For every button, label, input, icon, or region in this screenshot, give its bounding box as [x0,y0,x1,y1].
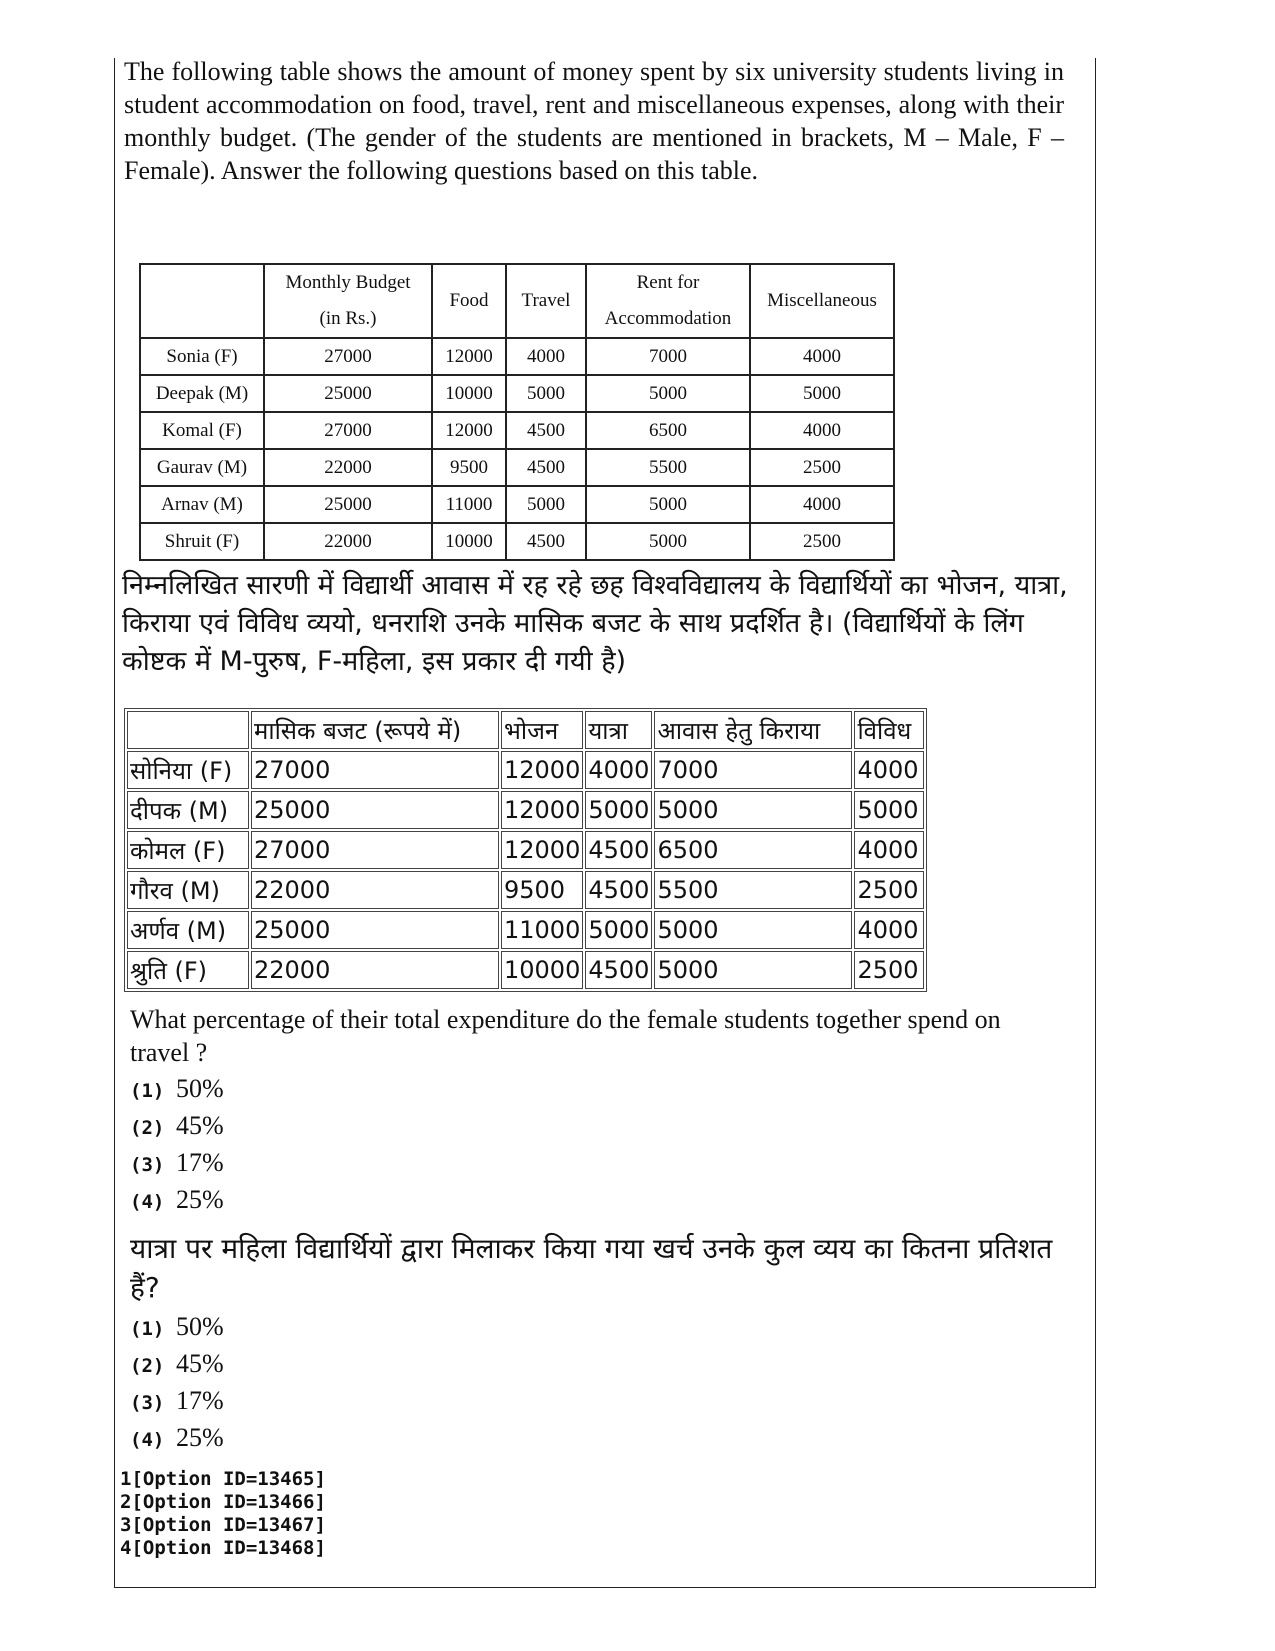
option-id-list [120,1468,326,1560]
header-cell: भोजन [501,711,583,749]
table-row [140,338,894,375]
table-cell: 11000 [432,486,506,523]
table-cell: 27000 [264,412,432,449]
table-cell: 9500 [432,449,506,486]
table-cell: 5000 [585,791,652,829]
table-cell: Gaurav (M) [140,449,264,486]
header-cell: Rent for Accommodation [586,264,750,338]
table-cell: 4500 [585,951,652,989]
table-cell: 12000 [432,338,506,375]
table-cell: Sonia (F) [140,338,264,375]
table-cell: 6500 [586,412,750,449]
table-cell: 4500 [585,831,652,869]
table-cell: 10000 [432,375,506,412]
table-cell: 25000 [264,486,432,523]
table-cell: अर्णव (M) [127,911,249,949]
table-cell: 4000 [854,911,924,949]
table-cell: 27000 [264,338,432,375]
table-cell: 9500 [501,871,583,909]
intro-hindi: निम्नलिखित सारणी में विद्यार्थी आवास में रह रहे छह विश्वविद्यालय के विद्यार्थियों का भोजन, यात्रा, किराया एवं विविध व्ययो, धनराशि उनके मासिक बजट के साथ प्रदर्शित है। (विद्यार्थियों के लिंग कोष्टक में M-पुरुष, F-महिला, इस प्रकार दी गयी है) [122,570,1068,677]
table-cell: 11000 [501,911,583,949]
table-row [140,449,894,486]
table-cell: 5000 [586,523,750,560]
table-cell: 5000 [654,951,852,989]
table-cell: 25000 [251,791,499,829]
table-cell: 10000 [432,523,506,560]
table-cell: 22000 [251,951,499,989]
expense-table-hindi [124,708,927,992]
options-english [130,1070,224,1218]
table-cell: 4000 [750,412,894,449]
table-cell: 7000 [654,751,852,789]
table-cell: 5000 [506,375,586,412]
table-cell: 4000 [585,751,652,789]
table-row [127,871,924,909]
table-cell: 2500 [750,523,894,560]
header-cell: Monthly Budget (in Rs.) [264,264,432,338]
option-item[interactable]: (1) 50% [130,1074,224,1103]
table-cell: 4000 [506,338,586,375]
intro-english: The following table shows the amount of money spent by six university students living in student accommodation on food, travel, rent and miscellaneous expenses, along with their monthly budget. (The gender of the students are mentioned in brackets, M – Male, F – Female). Answer the following questions based on this table. [124,57,1064,185]
option-item[interactable]: (4) 25% [130,1185,224,1214]
table-cell: 4500 [506,449,586,486]
option-id: 2[Option ID=13466] [120,1491,326,1513]
table-row [140,375,894,412]
table-cell: 25000 [264,375,432,412]
options-hindi [130,1308,224,1456]
table-cell: 25000 [251,911,499,949]
table-cell: Deepak (M) [140,375,264,412]
table-cell: 5000 [586,486,750,523]
table-cell: 22000 [264,523,432,560]
option-item[interactable]: (2) 45% [130,1349,224,1378]
table-row [127,831,924,869]
table-cell: 12000 [432,412,506,449]
table-cell: 27000 [251,831,499,869]
question-english: What percentage of their total expenditure do the female students together spend on travel ? [130,1005,1001,1067]
table-row [127,791,924,829]
header-cell: Miscellaneous [750,264,894,338]
table-cell: 27000 [251,751,499,789]
header-cell: Food [432,264,506,338]
left-border [114,58,115,1588]
table-cell: श्रुति (F) [127,951,249,989]
option-item[interactable]: (3) 17% [130,1148,224,1177]
table-cell: 4000 [854,831,924,869]
table-cell: 4500 [585,871,652,909]
table-cell: 5500 [654,871,852,909]
table-cell: 5000 [654,911,852,949]
table-cell: 5000 [586,375,750,412]
option-item[interactable]: (2) 45% [130,1111,224,1140]
table-row [140,412,894,449]
table-cell: 7000 [586,338,750,375]
bottom-border [114,1587,1096,1588]
table-cell: 22000 [251,871,499,909]
table-cell: 5000 [506,486,586,523]
table-cell: 12000 [501,831,583,869]
option-id: 4[Option ID=13468] [120,1537,326,1559]
table-header-row [140,264,894,338]
option-item[interactable]: (4) 25% [130,1423,224,1452]
table-row [140,523,894,560]
table-cell: 2500 [854,871,924,909]
option-item[interactable]: (1) 50% [130,1312,224,1341]
right-border [1095,58,1096,1588]
table-cell: 5500 [586,449,750,486]
header-cell: Travel [506,264,586,338]
header-cell [127,711,249,749]
table-cell: 5000 [750,375,894,412]
table-cell: गौरव (M) [127,871,249,909]
header-cell: आवास हेतु किराया [654,711,852,749]
table-row [127,911,924,949]
option-id: 1[Option ID=13465] [120,1468,326,1490]
table-cell: 12000 [501,751,583,789]
table-cell: 10000 [501,951,583,989]
table-cell: 2500 [854,951,924,989]
table-cell: 12000 [501,791,583,829]
table-cell: 4000 [854,751,924,789]
table-cell: दीपक (M) [127,791,249,829]
question-hindi: यात्रा पर महिला विद्यार्थियों द्वारा मिलाकर किया गया खर्च उनके कुल व्यय का कितना प्रतिशत हैं? [130,1232,1053,1304]
table-cell: Arnav (M) [140,486,264,523]
table-cell: 22000 [264,449,432,486]
table-header-row [127,711,924,749]
table-cell: कोमल (F) [127,831,249,869]
table-cell: Shruit (F) [140,523,264,560]
option-item[interactable]: (3) 17% [130,1386,224,1415]
table-cell: Komal (F) [140,412,264,449]
table-row [127,951,924,989]
header-cell: यात्रा [585,711,652,749]
table-cell: 5000 [585,911,652,949]
table-cell: 6500 [654,831,852,869]
table-cell: 5000 [854,791,924,829]
table-cell: 4500 [506,412,586,449]
header-cell [140,264,264,338]
option-id: 3[Option ID=13467] [120,1514,326,1536]
table-cell: 4500 [506,523,586,560]
table-cell: 4000 [750,338,894,375]
table-cell: 5000 [654,791,852,829]
table-row [127,751,924,789]
table-cell: 2500 [750,449,894,486]
header-cell: विविध [854,711,924,749]
expense-table-english [139,263,895,561]
table-cell: सोनिया (F) [127,751,249,789]
table-row [140,486,894,523]
header-cell: मासिक बजट (रूपये में) [251,711,499,749]
table-cell: 4000 [750,486,894,523]
